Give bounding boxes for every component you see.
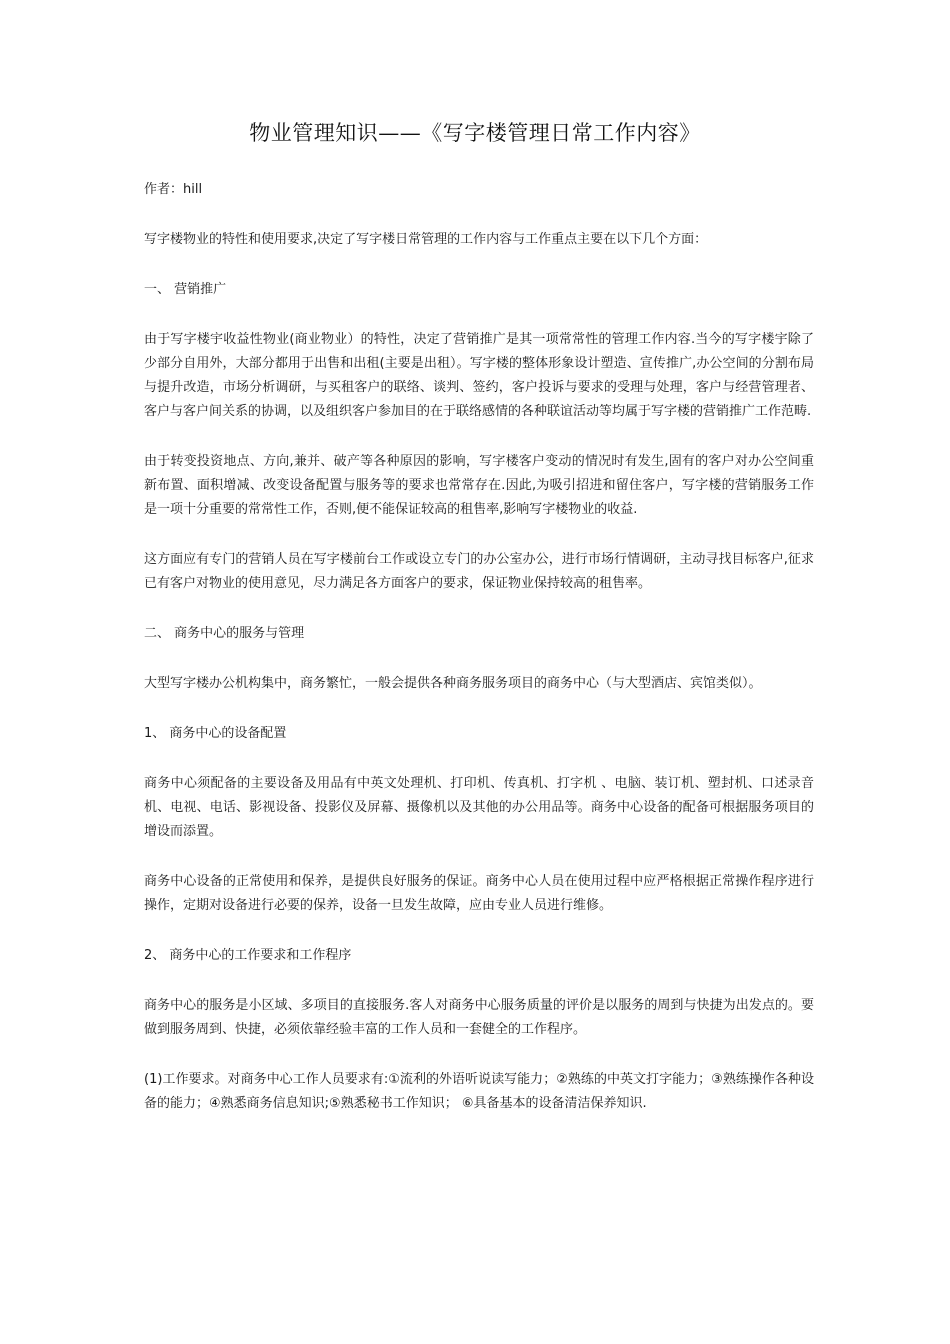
intro-paragraph: 写字楼物业的特性和使用要求,决定了写字楼日常管理的工作内容与工作重点主要在以下几个方面： — [144, 232, 708, 247]
body-paragraph: 商务中心须配备的主要设备及用品有中英文处理机、打印机、传真机、打字机 、电脑、装订机、塑封机、口述录音机、电视、电话、影视设备、投影仪及屏幕、摄像机以及其他的办公用品等。商务中心设备的配备可根据服务项目的增设而添置。 — [144, 776, 814, 839]
subsection-heading-requirements: 2、 商务中心的工作要求和工作程序 — [144, 948, 352, 963]
body-paragraph: 商务中心设备的正常使用和保养，是提供良好服务的保证。商务中心人员在使用过程中应严格根据正常操作程序进行操作，定期对设备进行必要的保养，设备一旦发生故障，应由专业人员进行维修。 — [144, 874, 814, 913]
body-paragraph: 商务中心的服务是小区域、多项目的直接服务.客人对商务中心服务质量的评价是以服务的周到与快捷为出发点的。要做到服务周到、快捷，必须依靠经验丰富的工作人员和一套健全的工作程序。 — [144, 998, 814, 1037]
body-paragraph: (1)工作要求。对商务中心工作人员要求有:①流利的外语听说读写能力；②熟练的中英文打字能力；③熟练操作各种设备的能力；④熟悉商务信息知识;⑤熟悉秘书工作知识； ⑥具备基本的设备清洁保养知识. — [144, 1072, 814, 1111]
author-line: 作者：hill — [144, 182, 203, 197]
body-paragraph: 大型写字楼办公机构集中，商务繁忙，一般会提供各种商务服务项目的商务中心（与大型酒店、宾馆类似）。 — [144, 676, 762, 691]
body-paragraph: 由于写字楼宇收益性物业(商业物业）的特性，决定了营销推广是其一项常常性的管理工作内容.当今的写字楼宇除了少部分自用外，大部分都用于出售和出租(主要是出租）。写字楼的整体形象设计塑造、宣传推广,办公空间的分割布局与提升改造，市场分析调研，与买租客户的联络、谈判、签约，客户投诉与要求的受理与处理，客户与经营管理者、客户与客户间关系的协调，以及组织客户参加目的在于联络感情的各种联谊活动等均属于写字楼的营销推广工作范畴. — [144, 332, 814, 419]
section-heading-business-center: 二、 商务中心的服务与管理 — [144, 626, 305, 641]
section-heading-marketing: 一、 营销推广 — [144, 282, 227, 297]
subsection-heading-equipment: 1、 商务中心的设备配置 — [144, 726, 287, 741]
body-paragraph: 由于转变投资地点、方向,兼并、破产等各种原因的影响，写字楼客户变动的情况时有发生,固有的客户对办公空间重新布置、面积增减、改变设备配置与服务等的要求也常常存在.因此,为吸引招进和留住客户，写字楼的营销服务工作是一项十分重要的常常性工作，否则,便不能保证较高的租售率,影响写字楼物业的收益. — [144, 454, 814, 517]
body-paragraph: 这方面应有专门的营销人员在写字楼前台工作或设立专门的办公室办公，进行市场行情调研，主动寻找目标客户,征求已有客户对物业的使用意见，尽力满足各方面客户的要求，保证物业保持较高的租售率。 — [144, 552, 814, 591]
document-body — [144, 178, 814, 1142]
document-title: 物业管理知识——《写字楼管理日常工作内容》 — [249, 121, 701, 145]
